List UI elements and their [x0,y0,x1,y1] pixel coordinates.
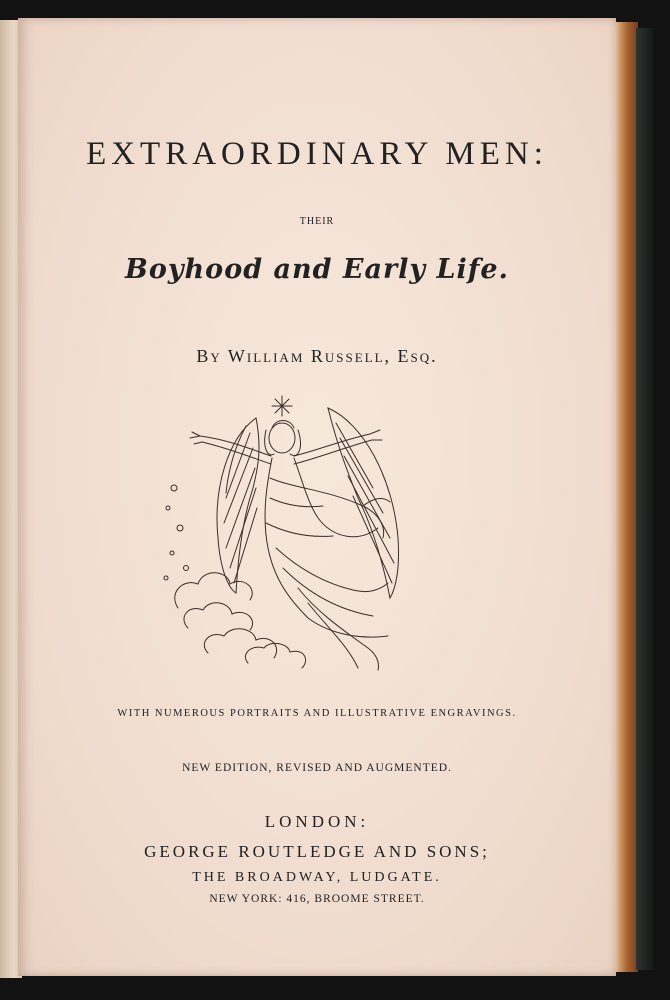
title-page [18,18,616,976]
book-binding [636,28,656,970]
edition-line: NEW EDITION, REVISED AND AUGMENTED. [182,762,452,774]
title-connector: THEIR [299,216,335,227]
book-subtitle: Boyhood and Early Life. [125,254,509,285]
book-title: EXTRAORDINARY MEN: [86,136,548,172]
author-line: By William Russell, Esq. [196,346,438,366]
star-icon [272,396,292,416]
imprint-publisher: GEORGE ROUTLEDGE AND SONS; [144,842,490,861]
winged-angel-engraving-icon [158,378,418,688]
imprint-new-york: NEW YORK: 416, BROOME STREET. [209,893,425,905]
illustrations-note: WITH NUMEROUS PORTRAITS AND ILLUSTRATIVE ENGRAVINGS. [117,708,517,719]
imprint-address: THE BROADWAY, LUDGATE. [192,870,442,885]
imprint-city: LONDON: [264,812,370,831]
